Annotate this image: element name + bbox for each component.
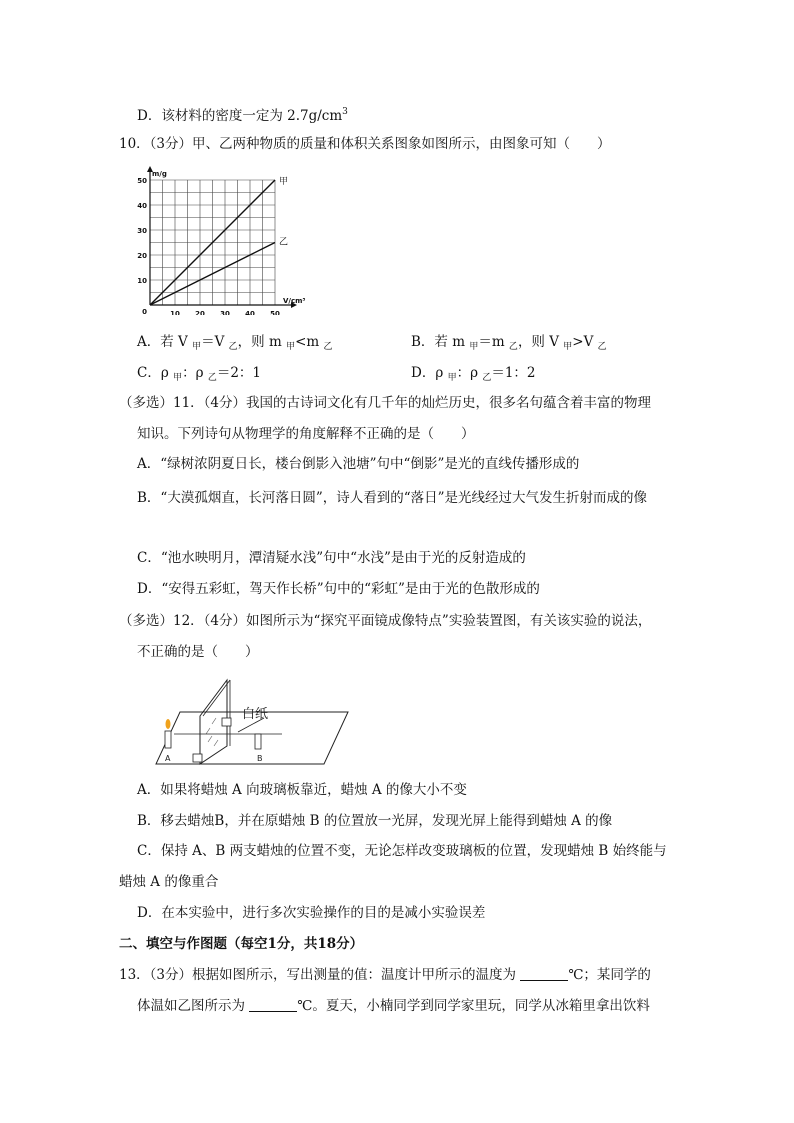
series-label-2: 乙 [279, 237, 289, 248]
x-tick-label: 20 [195, 310, 205, 315]
chart-axes [147, 166, 297, 308]
candle-b-label: B [257, 754, 263, 763]
y-tick-label: 40 [137, 202, 147, 210]
q10-d-m2: ＝1：2 [491, 365, 536, 381]
white-paper-label: 白纸 [242, 707, 269, 722]
q13-l2-post: ℃。夏天，小楠同学到同学家里玩，同学从冰箱里拿出饮料 [297, 998, 650, 1014]
q10-stem: 10．（3分）甲、乙两种物质的质量和体积关系图象如图所示，由图象可知（ ） [119, 136, 611, 152]
x-tick-label: 30 [220, 310, 230, 315]
glass-base-front [193, 754, 202, 762]
q10-c-s2: 乙 [207, 373, 217, 383]
x-axis-label: V/cm³ [283, 297, 306, 305]
q9-option-d-text: D．该材料的密度一定为 2.7g/cm [137, 108, 343, 124]
q10-b-m1: ＝m [478, 334, 509, 350]
series-label-1: 甲 [279, 177, 289, 187]
y-axis-label: m/g [152, 170, 167, 178]
q10-option-a [137, 333, 333, 356]
q12-option-d: D．在本实验中，进行多次实验操作的目的是减小实验误差 [137, 905, 486, 921]
q11-stem-line1: （多选）11．（4分）我国的古诗词文化有几千年的灿烂历史，很多名句蕴含着丰富的物理 [119, 395, 652, 411]
glass-hatch [214, 740, 218, 746]
q12-stem-line2: 不正确的是（ ） [137, 644, 259, 660]
y-tick-label: 30 [137, 227, 147, 235]
q10-d-s2: 乙 [482, 373, 492, 383]
plane-mirror-apparatus-figure [152, 676, 352, 771]
y-tick-label: 50 [137, 177, 147, 185]
q10-a-s1: 甲 [192, 342, 202, 352]
q12-option-b: B．移去蜡烛B，并在原蜡烛 B 的位置放一光屏，发现光屏上能得到蜡烛 A 的像 [137, 813, 613, 829]
q13-blank-1[interactable] [520, 967, 568, 981]
q11-stem-line2: 知识。下列诗句从物理学的角度解释不正确的是（ ） [137, 426, 475, 442]
q13-line1 [119, 966, 651, 984]
q11-option-a: A．“绿树浓阴夏日长，楼台倒影入池塘”句中“倒影”是光的直线传播形成的 [137, 456, 580, 472]
x-tick-label: 10 [170, 310, 180, 315]
q12-option-c-line2: 蜡烛 A 的像重合 [119, 874, 219, 890]
q9-option-d [137, 103, 348, 125]
q12-stem-line1: （多选）12．（4分）如图所示为“探究平面镜成像特点”实验装置图，有关该实验的说法， [119, 613, 652, 629]
x-tick-label: 40 [245, 310, 255, 315]
q13-line2 [137, 997, 650, 1015]
q9-option-d-sup: 3 [342, 107, 348, 117]
candle-a [165, 731, 171, 748]
section-2-heading: 二、填空与作图题（每空1分，共18分） [119, 936, 364, 952]
q10-c-m2: ＝2：1 [216, 365, 262, 381]
candle-a-label: A [165, 754, 171, 763]
q13-l1-pre: 13．（3分）根据如图所示，写出测量的值：温度计甲所示的温度为 [119, 967, 521, 983]
mass-volume-chart [130, 165, 320, 315]
q11-option-c: C．“池水映明月，潭清疑水浅”句中“水浅”是由于光的反射造成的 [137, 550, 526, 566]
q10-a-s3: 甲 [286, 342, 296, 352]
q10-option-b [411, 333, 607, 356]
origin-label: 0 [142, 308, 147, 315]
q11-option-b: B．“大漠孤烟直，长河落日圆”，诗人看到的“落日”是光线经过大气发生折射而成的像 [137, 490, 648, 506]
q10-a-pre: A．若 V [137, 334, 193, 350]
q13-l1-post: ℃；某同学的 [568, 967, 651, 983]
q10-b-pre: B．若 m [411, 334, 470, 350]
q10-c-s1: 甲 [173, 373, 183, 383]
q10-a-m2: ，则 m [237, 334, 287, 350]
q10-a-s4: 乙 [323, 342, 333, 352]
q10-d-m1: ：ρ [456, 365, 483, 381]
q12-option-c-line1: C．保持 A、B 两支蜡烛的位置不变，无论怎样改变玻璃板的位置，发现蜡烛 B 始终能与 [137, 843, 667, 859]
glass-base-back [222, 718, 231, 726]
q10-c-m1: ：ρ [182, 365, 208, 381]
flame-icon [166, 719, 171, 729]
q10-a-m1: ＝V [201, 334, 229, 350]
q12-option-a: A．如果将蜡烛 A 向玻璃板靠近，蜡烛 A 的像大小不变 [137, 782, 467, 798]
q10-b-s1: 甲 [469, 342, 479, 352]
q10-option-d [411, 364, 536, 387]
y-tick-label: 10 [137, 277, 147, 285]
glass-hatch [206, 728, 210, 734]
q11-option-d: D．“安得五彩虹，驾天作长桥”句中的“彩虹”是由于光的色散形成的 [137, 581, 540, 597]
q10-b-s3: 甲 [563, 342, 573, 352]
q10-b-s4: 乙 [597, 342, 607, 352]
q10-option-c [137, 364, 261, 387]
q10-b-m2: ，则 V [517, 334, 564, 350]
q10-d-pre: D．ρ [411, 365, 448, 381]
q13-blank-2[interactable] [249, 998, 297, 1012]
q10-c-pre: C．ρ [137, 365, 174, 381]
q10-b-s2: 乙 [508, 342, 518, 352]
q13-l2-pre: 体温如乙图所示为 [137, 998, 250, 1014]
x-tick-label: 50 [270, 310, 280, 315]
glass-hatch [212, 718, 216, 724]
chart-series [150, 176, 288, 305]
glass-hatch [208, 736, 212, 742]
y-tick-label: 20 [137, 252, 147, 260]
candle-b [255, 734, 261, 749]
glass-edge [203, 680, 230, 716]
q10-a-s2: 乙 [228, 342, 238, 352]
q10-d-s1: 甲 [447, 373, 457, 383]
q10-b-m3: >V [572, 334, 598, 350]
q10-a-m3: <m [295, 334, 324, 350]
